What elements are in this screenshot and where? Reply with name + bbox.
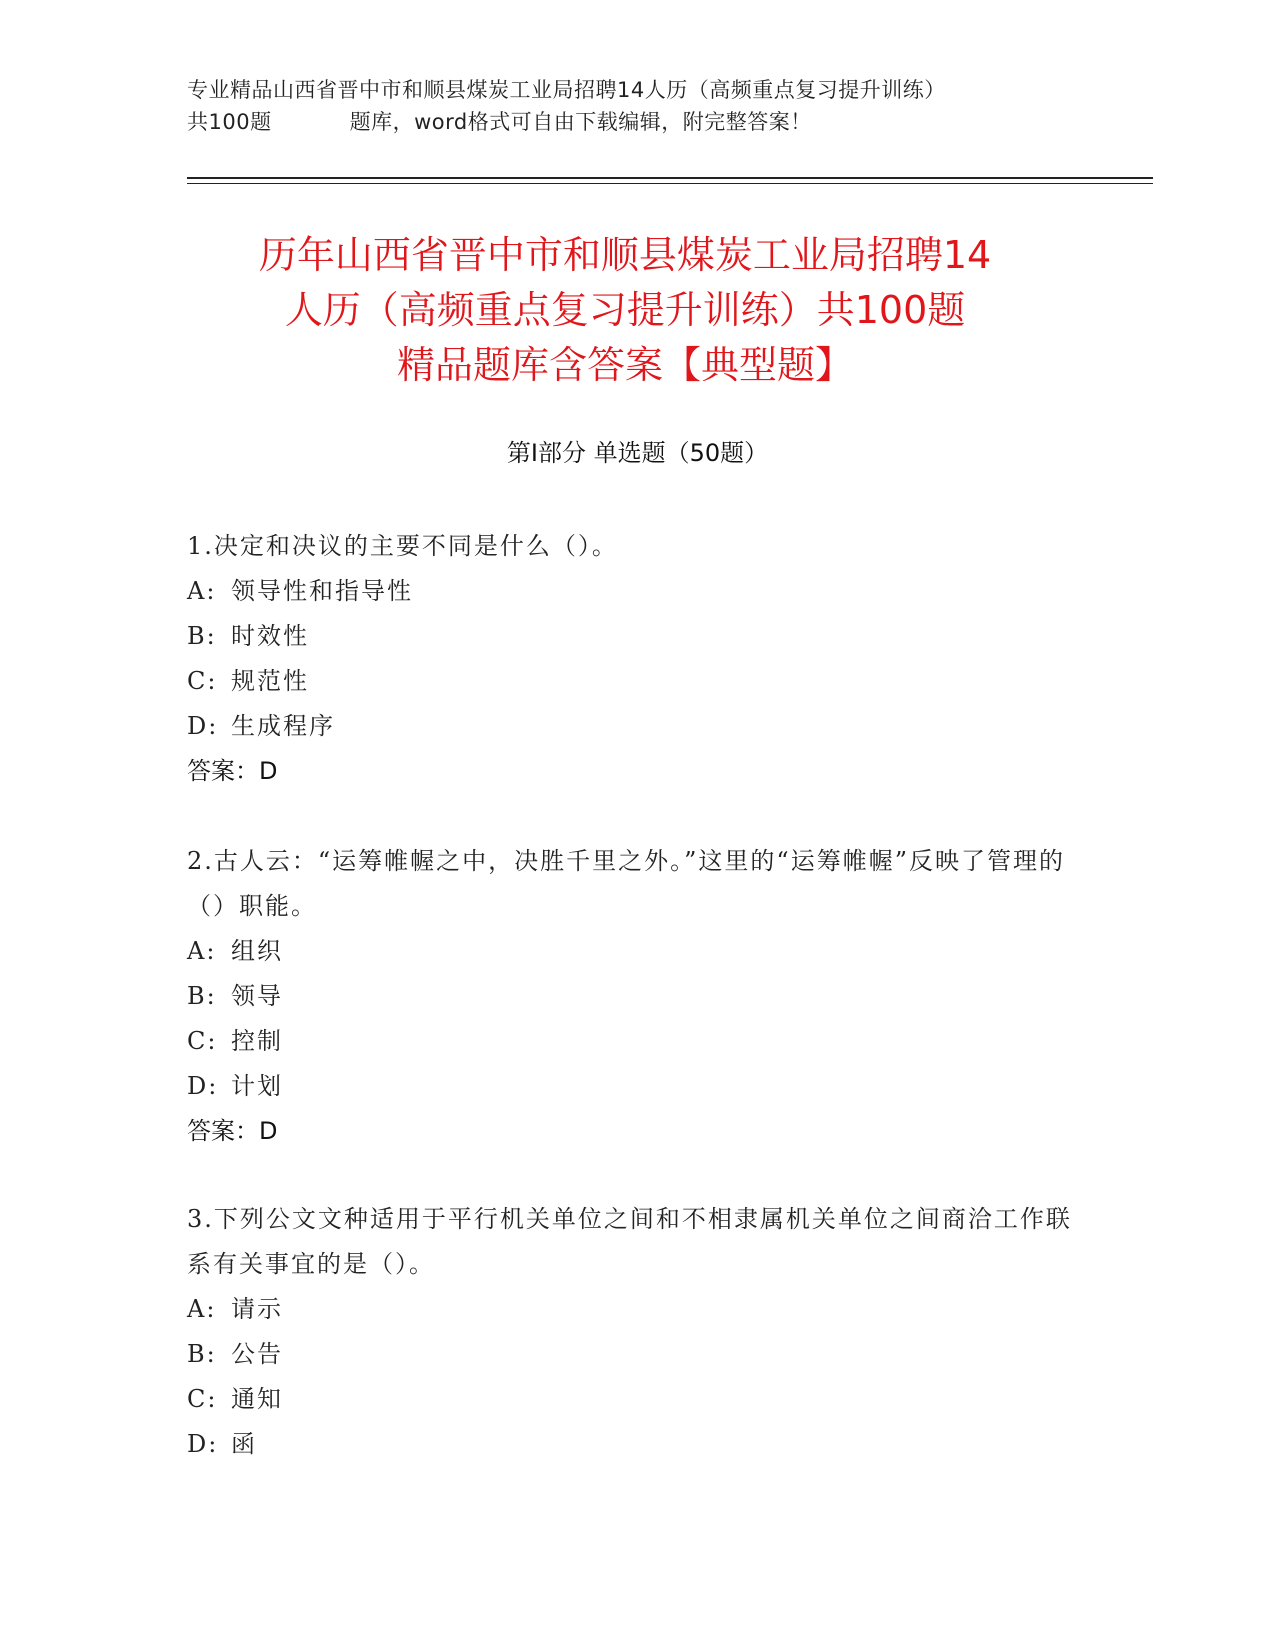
option-text: 时效性 <box>231 622 309 650</box>
option-d <box>187 1422 1087 1467</box>
question-3 <box>187 1197 1087 1467</box>
option-text: 公告 <box>231 1340 283 1368</box>
header-line-2-part-b: 题库，word格式可自由下载编辑，附完整答案！ <box>349 110 812 134</box>
option-c <box>187 659 1087 704</box>
option-key: D: <box>187 712 219 740</box>
page-header <box>187 74 1087 138</box>
question-stem: 3.下列公文文种适用于平行机关单位之间和不相隶属机关单位之间商洽工作联系有关事宜的是（）。 <box>187 1205 1072 1278</box>
option-b <box>187 1332 1087 1377</box>
header-divider-thin <box>187 183 1153 184</box>
header-line-2-part-a: 共100题 <box>187 110 272 134</box>
header-line-1: 专业精品山西省晋中市和顺县煤炭工业局招聘14人历（高频重点复习提升训练） <box>187 78 946 102</box>
option-key: B: <box>187 622 217 650</box>
option-key: A: <box>187 1295 217 1323</box>
question-answer: 答案：D <box>187 1117 278 1145</box>
document-title <box>175 228 1075 393</box>
option-a <box>187 1287 1087 1332</box>
question-stem: 1.决定和决议的主要不同是什么（）。 <box>187 532 618 560</box>
question-stem: 2.古人云：“运筹帷幄之中，决胜千里之外。”这里的“运筹帷幄”反映了管理的（）职能。 <box>187 847 1065 920</box>
question-2 <box>187 839 1087 1154</box>
option-text: 组织 <box>231 937 283 965</box>
header-divider-thick <box>187 177 1153 179</box>
header-line-2 <box>187 106 1087 138</box>
option-text: 领导性和指导性 <box>231 577 413 605</box>
option-text: 通知 <box>231 1385 283 1413</box>
option-key: C: <box>187 667 218 695</box>
title-line-1: 历年山西省晋中市和顺县煤炭工业局招聘14 <box>258 233 992 277</box>
option-key: A: <box>187 577 217 605</box>
option-d <box>187 1064 1087 1109</box>
option-key: D: <box>187 1072 219 1100</box>
option-d <box>187 704 1087 749</box>
option-text: 请示 <box>231 1295 283 1323</box>
option-text: 函 <box>231 1430 257 1458</box>
option-b <box>187 974 1087 1019</box>
section-heading: 第Ⅰ部分 单选题（50题） <box>506 439 769 467</box>
question-answer: 答案：D <box>187 757 278 785</box>
option-text: 领导 <box>231 982 283 1010</box>
option-key: B: <box>187 982 217 1010</box>
title-line-3: 精品题库含答案【典型题】 <box>396 343 853 387</box>
option-text: 计划 <box>231 1072 283 1100</box>
option-a <box>187 929 1087 974</box>
option-key: C: <box>187 1027 218 1055</box>
option-a <box>187 569 1087 614</box>
option-text: 控制 <box>231 1027 283 1055</box>
option-key: A: <box>187 937 217 965</box>
option-text: 规范性 <box>231 667 309 695</box>
option-c <box>187 1377 1087 1422</box>
option-key: B: <box>187 1340 217 1368</box>
option-b <box>187 614 1087 659</box>
option-c <box>187 1019 1087 1064</box>
option-text: 生成程序 <box>231 712 335 740</box>
title-line-2: 人历（高频重点复习提升训练）共100题 <box>284 288 966 332</box>
option-key: C: <box>187 1385 218 1413</box>
option-key: D: <box>187 1430 219 1458</box>
question-1 <box>187 524 1087 794</box>
